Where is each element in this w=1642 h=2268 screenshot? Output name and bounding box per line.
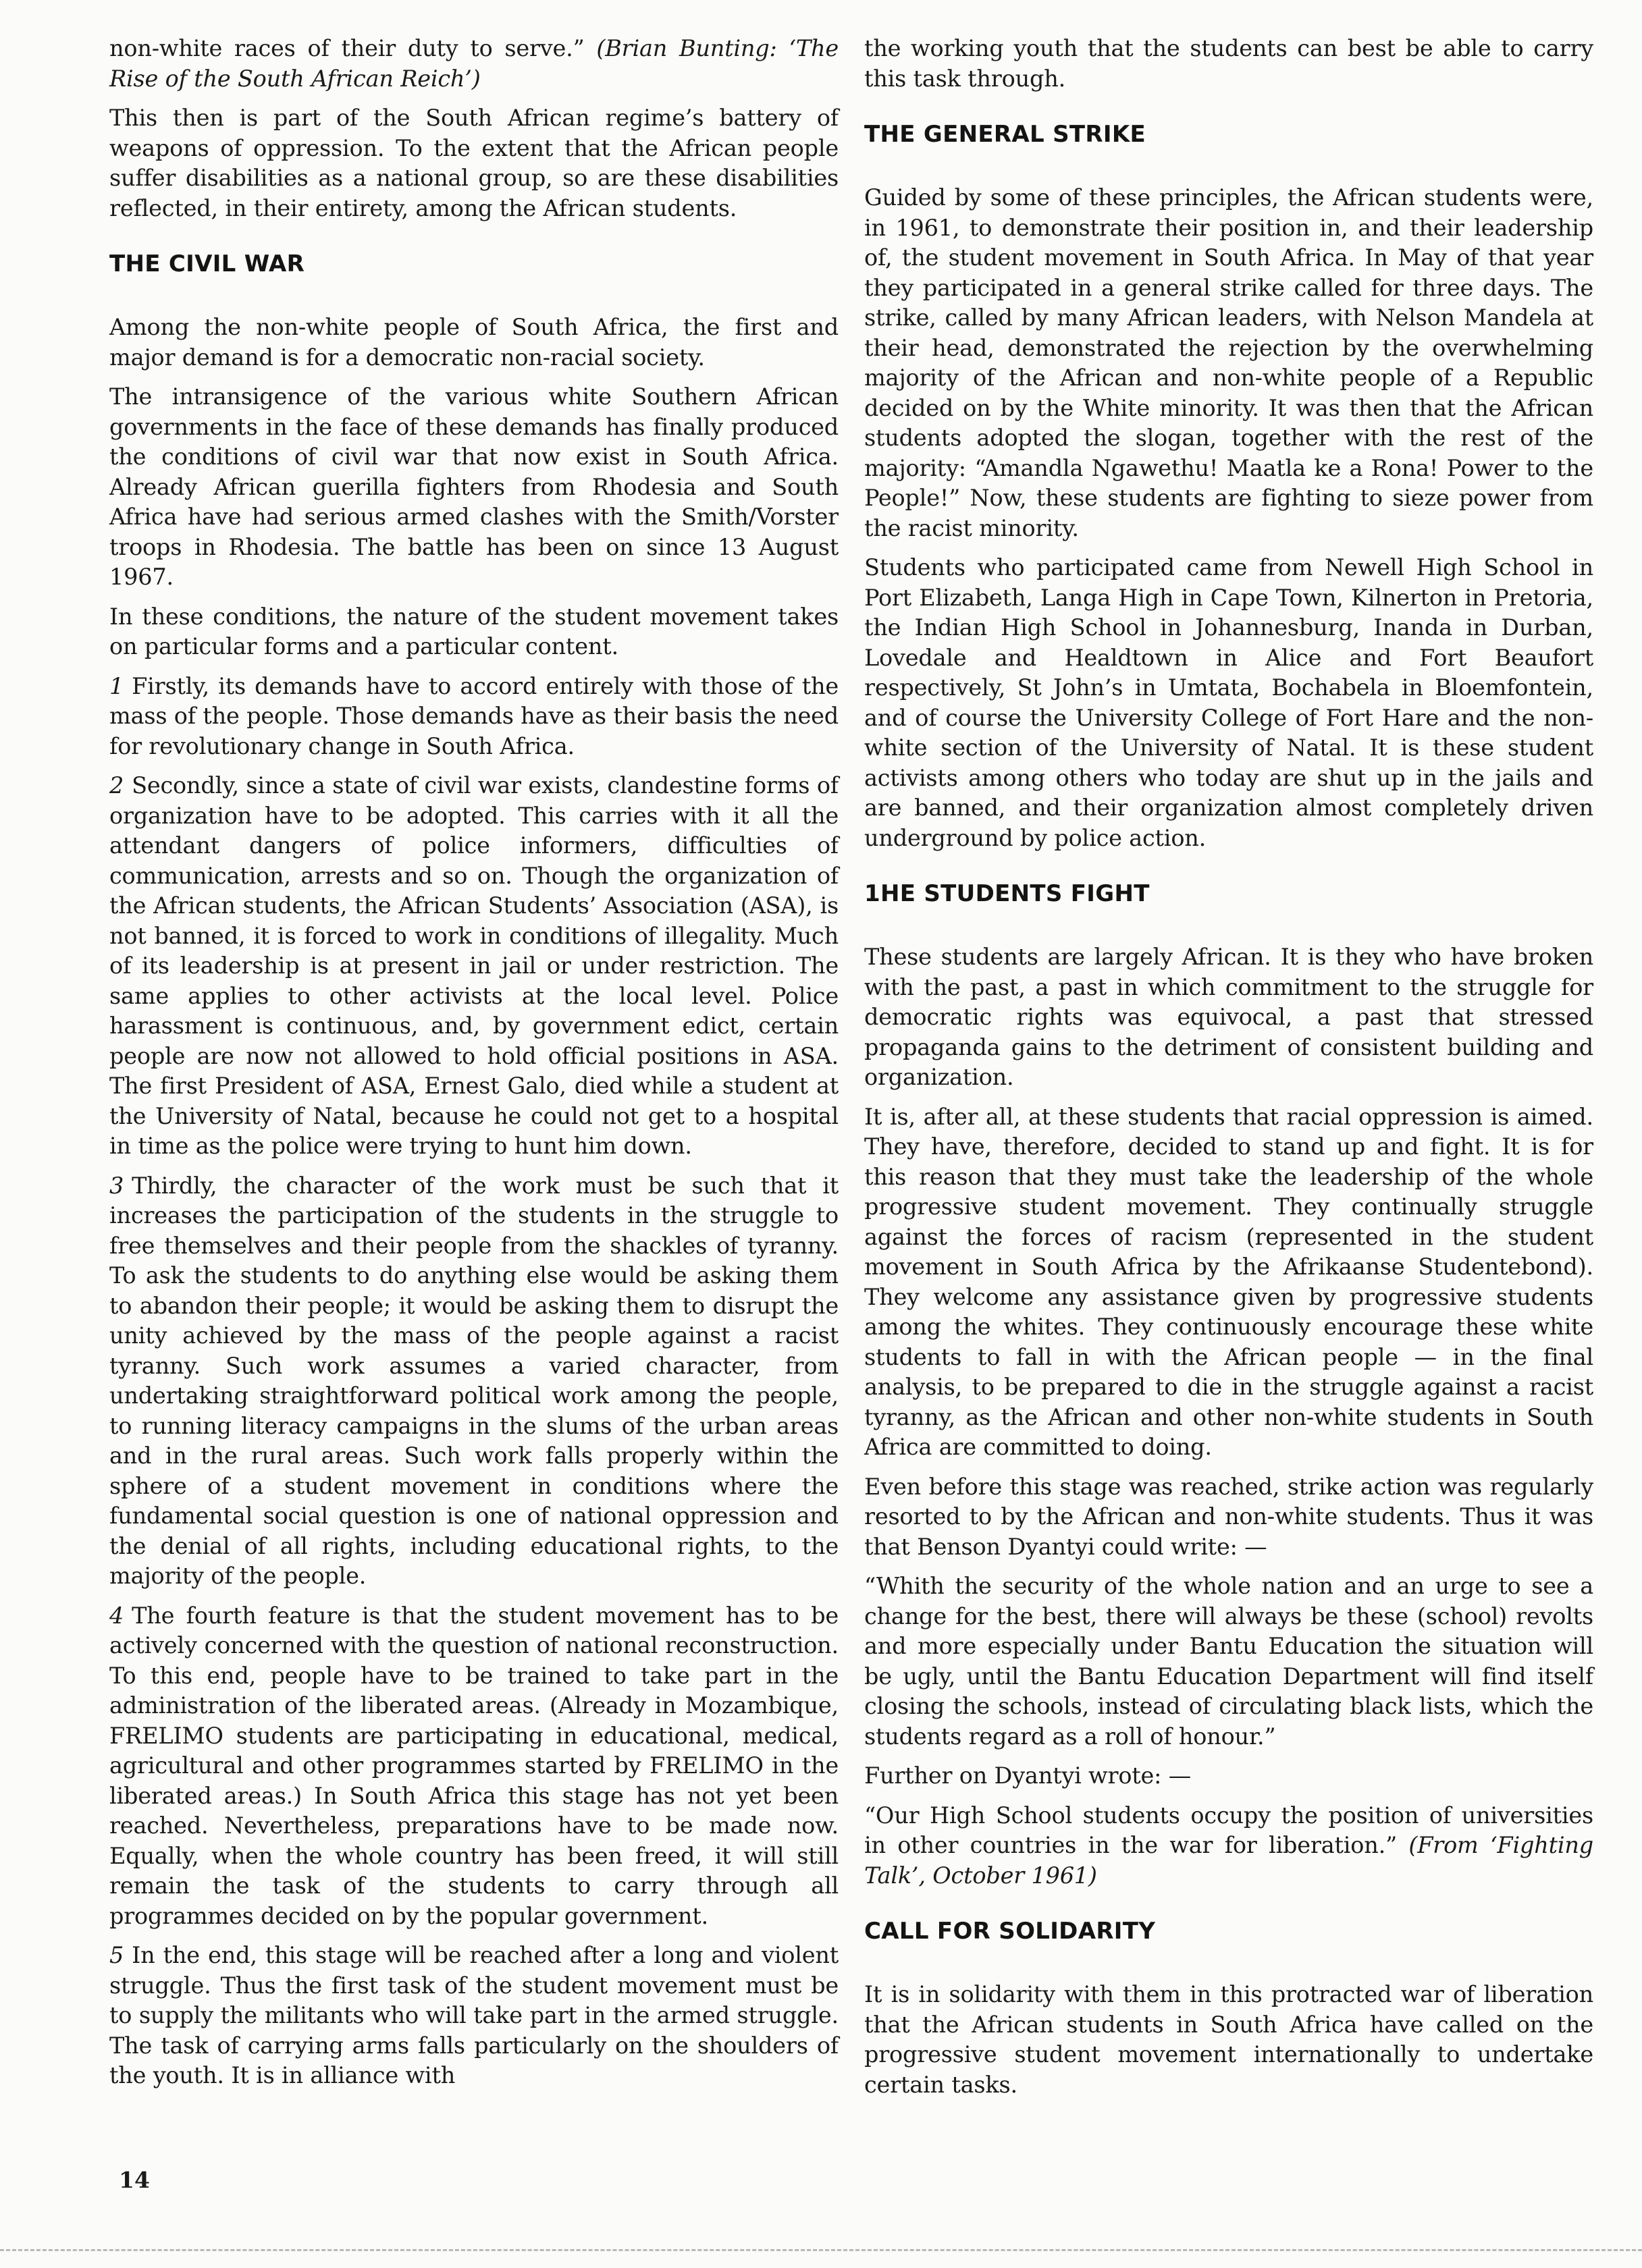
item-number: 3 (109, 1172, 124, 1199)
page-number: 14 (119, 2167, 150, 2193)
paragraph: Guided by some of these principles, the African students were, in 1961, to demonstrate their position in, and their leadership of, the student movement in South Africa. In May of that year they participated in a general strike called for three days. The strike, called by many African leaders, with Nelson Mandela at their head, demonstrated the rejection by the overwhelming majority of the African and non-white people of a Republic decided on by the White minority. It was then that the African students adopted the slogan, together with the rest of the majority: “Amandla Ngawethu! Maatla ke a Rona! Power to the People!” Now, these students are fighting to sieze power from the racist minority. (864, 184, 1593, 541)
section-heading-students-fight: 1HE STUDENTS FIGHT (864, 880, 1150, 907)
section-heading-general-strike: THE GENERAL STRIKE (864, 121, 1146, 148)
citation: (Brian Bunting: ‘The Rise of the South African Reich’) (109, 35, 839, 92)
paragraph-text: The fourth feature is that the student movement has to be actively concerned with the question of national reconstruction. To this end, people have to be trained to take part in the administration of the liberated areas. (Already in Mozambique, FRELIMO students are participating in educational, medical, agricultural and other programmes started by FRELIMO in the liberated areas.) In South Africa this stage has not yet been reached. Nevertheless, preparations have to be made now. Equally, when the whole country has been freed, it will still remain the task of the students to carry through all programmes decided on by the popular government. (109, 1602, 839, 1929)
paragraph: In these conditions, the nature of the student movement takes on particular forms and a particular content. (109, 603, 839, 659)
quotation (864, 1801, 1593, 1891)
paragraph: This then is part of the South African regime’s battery of weapons of oppression. To the extent that the African people suffer disabilities as a national group, so are these disabilities reflected, in their entirety, among the African students. (109, 105, 839, 221)
numbered-paragraph (109, 1941, 839, 2091)
numbered-paragraph (109, 1601, 839, 1932)
paragraph: the working youth that the students can best be able to carry this task through. (864, 35, 1593, 92)
paragraph: It is, after all, at these students that racial oppression is aimed. They have, therefore, decided to stand up and fight. It is for this reason that they must take the leadership of the whole progressive student movement. They continually struggle against the forces of racism (represented in the student movement in South Africa by the Afrikaanse Studentebond). They welcome any assistance given by progressive students among the whites. They continuously encourage these white students to fall in with the African people — in the final analysis, to be prepared to die in the struggle against a racist tyranny, as the African and other non-white students in South Africa are committed to doing. (864, 1103, 1593, 1460)
item-number: 2 (109, 772, 124, 799)
paragraph-text: Secondly, since a state of civil war exists, clandestine forms of organization have to be adopted. This carries with it all the attendant dangers of police informers, difficulties of communication, arrests and so on. Though the organization of the African students, the African Students’ Association (ASA), is not banned, it is forced to work in conditions of illegality. Much of its leadership is at present in jail or under restriction. The same applies to other activists at the local level. Police harassment is continuous, and, by government edict, certain people are now not allowed to hold official positions in ASA. The first President of ASA, Ernest Galo, died while a student at the University of Natal, because he could not get to a hospital in time as the police were trying to hunt him down. (109, 772, 839, 1159)
numbered-paragraph (109, 672, 839, 762)
numbered-paragraph (109, 771, 839, 1162)
item-number: 4 (109, 1602, 124, 1629)
paragraph: Among the non-white people of South Africa, the first and major demand is for a democratic non-racial society. (109, 314, 839, 371)
paragraph: Students who participated came from Newell High School in Port Elizabeth, Langa High in Cape Town, Kilnerton in Pretoria, the Indian High School in Johannesburg, Inanda in Durban, Lovedale and Healdtown in Alice and Fort Beaufort respectively, St John’s in Umtata, Bochabela in Bloemfontein, and of course the University College of Fort Hare and the non-white section of the University of Natal. It is these student activists among others who today are shut up in the jails and are banned, and their organization almost completely driven underground by police action. (864, 554, 1593, 851)
paragraph: It is in solidarity with them in this protracted war of liberation that the African students in South Africa have called on the progressive student movement internationally to undertake certain tasks. (864, 1981, 1593, 2098)
paragraph-text: Firstly, its demands have to accord entirely with those of the mass of the people. Those demands have as their basis the need for revolutionary change in South Africa. (109, 672, 839, 759)
numbered-paragraph (109, 1171, 839, 1592)
section-heading-civil-war: THE CIVIL WAR (109, 250, 305, 277)
paragraph: The intransigence of the various white Southern African governments in the face of these demands has finally produced the conditions of civil war that now exist in South Africa. Already African guerilla fighters from Rhodesia and South Africa have had serious armed clashes with the Smith/Vorster troops in Rhodesia. The battle has been on since 13 August 1967. (109, 383, 839, 590)
item-number: 5 (109, 1942, 124, 1968)
paragraph (109, 34, 839, 94)
right-column (864, 34, 1593, 2109)
scan-edge-divider (0, 2249, 1642, 2251)
paragraph-text: Thirdly, the character of the work must be such that it increases the participation of the students in the struggle to free themselves and their people from the shackles of tyranny. To ask the students to do anything else would be asking them to abandon their people; it would be asking them to disrupt the unity achieved by the mass of the people against a racist tyranny. Such work assumes a varied character, from undertaking straightforward political work among the people, to running literacy campaigns in the slums of the urban areas and in the rural areas. Such work falls properly within the sphere of a student movement in conditions where the fundamental social question is one of national oppression and the denial of all rights, including educational rights, to the majority of the people. (109, 1172, 839, 1589)
paragraph: These students are largely African. It is they who have broken with the past, a past in which commitment to the struggle for democratic rights was equivocal, a past that stressed propaganda gains to the detriment of consistent building and organization. (864, 944, 1593, 1090)
section-heading-call-for-solidarity: CALL FOR SOLIDARITY (864, 1918, 1156, 1945)
paragraph-text: non-white races of their duty to serve.” (109, 35, 597, 61)
quotation: “Whith the security of the whole nation and an urge to see a change for the best, there will always be these (school) revolts and more especially under Bantu Education the situation will be ugly, until the Bantu Education Department will find itself closing the schools, instead of circulating black lists, which the students regard as a roll of honour.” (864, 1573, 1593, 1750)
paragraph-text: In the end, this stage will be reached after a long and violent struggle. Thus the first task of the student movement must be to supply the militants who will take part in the armed struggle. The task of carrying arms falls particularly on the shoulders of the youth. It is in alliance with (109, 1942, 839, 2088)
citation: (From ‘Fighting Talk’, October 1961) (864, 1832, 1593, 1889)
item-number: 1 (109, 672, 124, 699)
paragraph-text: “Our High School students occupy the position of universities in other countries in the war for liberation.” (864, 1802, 1593, 1858)
paragraph: Further on Dyantyi wrote: — (864, 1762, 1192, 1789)
paragraph: Even before this stage was reached, strike action was regularly resorted to by the African and non-white students. Thus it was that Benson Dyantyi could write: — (864, 1473, 1593, 1560)
left-column (109, 34, 839, 2101)
